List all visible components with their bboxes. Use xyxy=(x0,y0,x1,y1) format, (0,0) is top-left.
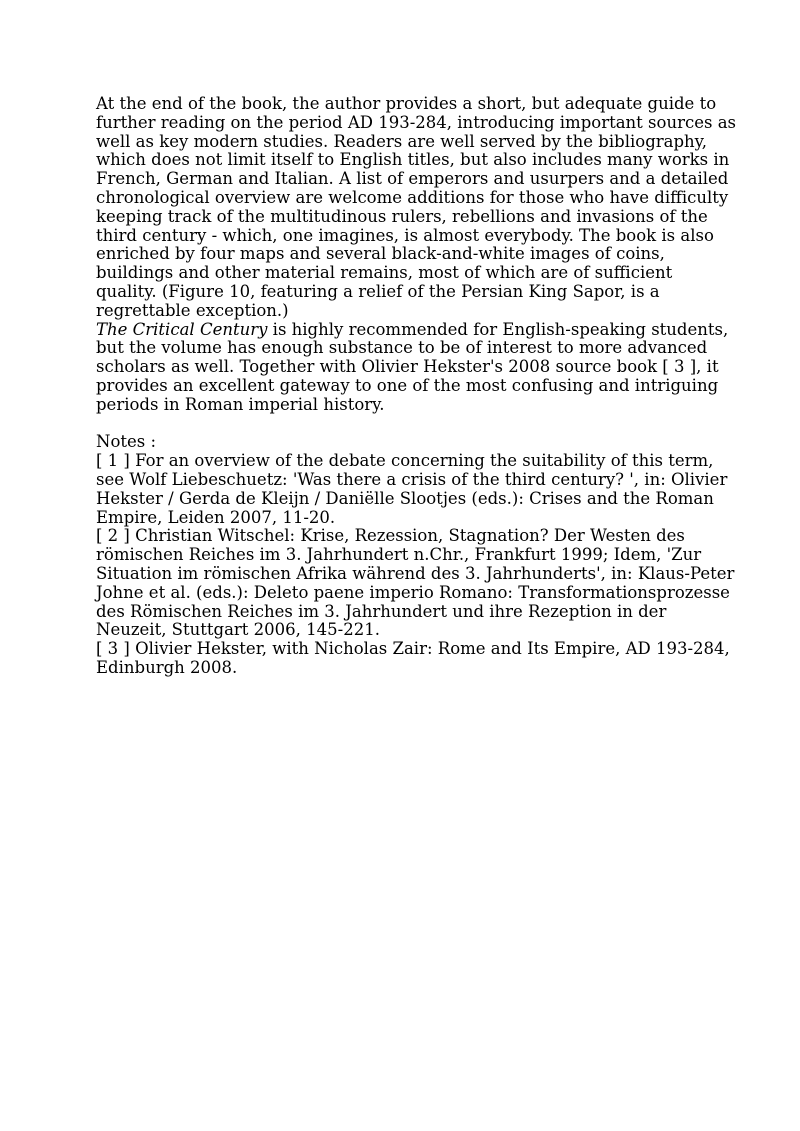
document-body xyxy=(96,95,736,678)
notes-heading: Notes : xyxy=(96,432,157,452)
note-2: [ 2 ] Christian Witschel: Krise, Rezession, Stagnation? Der Westen des römischen Reiches im 3. Jahrhundert n.Chr., Frankfurt 1999; Idem, 'Zur Situation im römischen Afrika während des 3. Jahrhunderts', in: Klaus-Peter Johne et al. (eds.): Deleto paene imperio Romano: Transformationsprozesse des Römischen Reiches im 3. Jahrhundert und ihre Rezeption in der Neuzeit, Stuttgart 2006, 145-221. xyxy=(96,526,735,640)
spacer xyxy=(96,415,736,434)
book-title: The Critical Century xyxy=(96,319,268,339)
note-1: [ 1 ] For an overview of the debate concerning the suitability of this term, see Wolf Liebeschuetz: 'Was there a crisis of the third century? ', in: Olivier Hekster / Gerda de Kleijn / Daniëlle Slootjes (eds.): Crises and the Roman Empire, Leiden 2007, 11-20. xyxy=(96,451,728,527)
note-3: [ 3 ] Olivier Hekster, with Nicholas Zair: Rome and Its Empire, AD 193-284, Edinburgh 2008. xyxy=(96,639,730,677)
review-paragraph-2-text: is highly recommended for English-speaking students, but the volume has enough substance to be of interest to more advanced scholars as well. Together with Olivier Hekster's 2008 source book [ 3 ], it provides an excellent gateway to one of the most confusing and intriguing periods in Roman imperial history. xyxy=(96,319,729,414)
review-paragraph-2 xyxy=(96,321,736,415)
review-paragraph-1: At the end of the book, the author provides a short, but adequate guide to further reading on the period AD 193-284, introducing important sources as well as key modern studies. Readers are well served by the bibliography, which does not limit itself to English titles, but also includes many works in French, German and Italian. A list of emperors and usurpers and a detailed chronological overview are welcome additions for those who have difficulty keeping track of the multitudinous rulers, rebellions and invasions of the third century - which, one imagines, is almost everybody. The book is also enriched by four maps and several black-and-white images of coins, buildings and other material remains, most of which are of sufficient quality. (Figure 10, featuring a relief of the Persian King Sapor, is a regrettable exception.) xyxy=(96,94,736,320)
